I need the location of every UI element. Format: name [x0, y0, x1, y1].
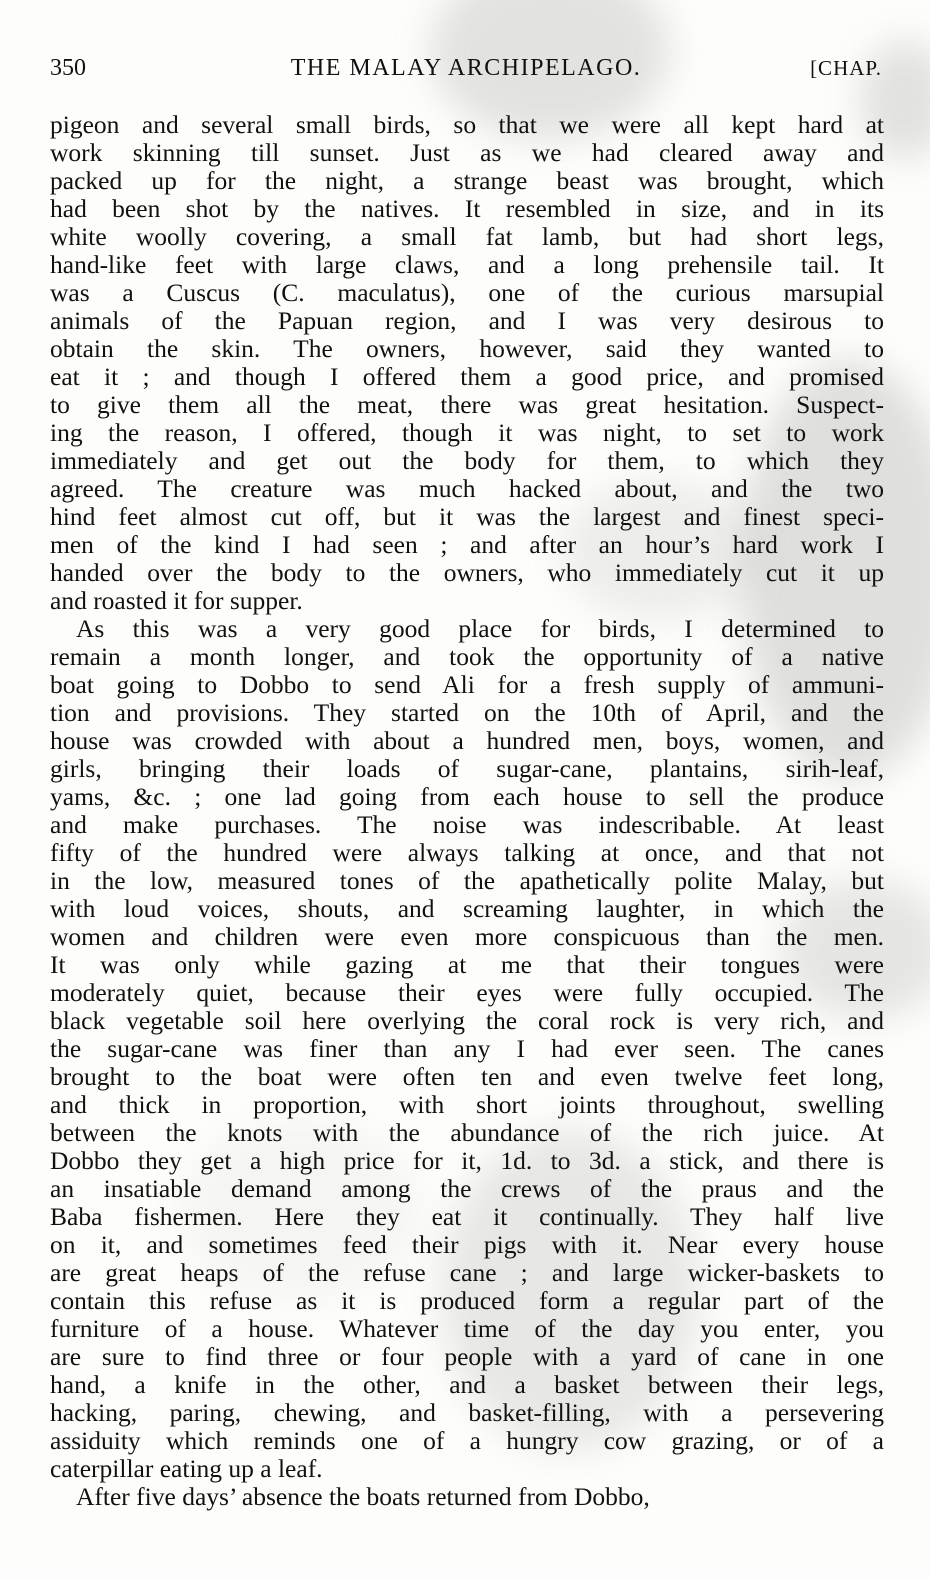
paragraph: [50, 1483, 884, 1511]
text-line: work skinning till sunset. Just as we had cleared away and: [50, 139, 884, 167]
text-line: black vegetable soil here overlying the coral rock is very rich, and: [50, 1007, 884, 1035]
text-line: furniture of a house. Whatever time of the day you enter, you: [50, 1315, 884, 1343]
text-line: boat going to Dobbo to send Ali for a fresh supply of ammuni-: [50, 671, 884, 699]
paragraph: [50, 111, 884, 615]
text-line: immediately and get out the body for them, to which they: [50, 447, 884, 475]
text-line: white woolly covering, a small fat lamb, but had short legs,: [50, 223, 884, 251]
text-line: house was crowded with about a hundred men, boys, women, and: [50, 727, 884, 755]
text-line: moderately quiet, because their eyes were fully occupied. The: [50, 979, 884, 1007]
text-line: After five days’ absence the boats returned from Dobbo,: [76, 1483, 650, 1511]
text-line: remain a month longer, and took the opportunity of a native: [50, 643, 884, 671]
text-line: are great heaps of the refuse cane ; and large wicker-baskets to: [50, 1259, 884, 1287]
text-line: Baba fishermen. Here they eat it continually. They half live: [50, 1203, 884, 1231]
text-line: It was only while gazing at me that their tongues were: [50, 951, 884, 979]
text-line: an insatiable demand among the crews of the praus and the: [50, 1175, 884, 1203]
text-line: are sure to find three or four people with a yard of cane in one: [50, 1343, 884, 1371]
text-line: As this was a very good place for birds, I determined to: [76, 615, 884, 643]
text-line: caterpillar eating up a leaf.: [50, 1455, 323, 1483]
text-line: had been shot by the natives. It resembled in size, and in its: [50, 195, 884, 223]
paragraph: [50, 615, 884, 1483]
text-line: hacking, paring, chewing, and basket-filling, with a persevering: [50, 1399, 884, 1427]
text-line: between the knots with the abundance of the rich juice. At: [50, 1119, 884, 1147]
page-header: [50, 50, 882, 86]
text-line: the sugar-cane was finer than any I had ever seen. The canes: [50, 1035, 884, 1063]
chapter-marker: [CHAP.: [810, 56, 882, 80]
running-title: THE MALAY ARCHIPELAGO.: [290, 55, 642, 81]
text-line: obtain the skin. The owners, however, said they wanted to: [50, 335, 884, 363]
text-line: animals of the Papuan region, and I was very desirous to: [50, 307, 884, 335]
text-line: to give them all the meat, there was great hesitation. Suspect-: [50, 391, 884, 419]
text-line: hind feet almost cut off, but it was the largest and finest speci-: [50, 503, 884, 531]
text-line: brought to the boat were often ten and even twelve feet long,: [50, 1063, 884, 1091]
text-line: tion and provisions. They started on the 10th of April, and the: [50, 699, 884, 727]
text-line: hand-like feet with large claws, and a long prehensile tail. It: [50, 251, 884, 279]
text-line: girls, bringing their loads of sugar-cane, plantains, sirih-leaf,: [50, 755, 884, 783]
text-line: and thick in proportion, with short joints throughout, swelling: [50, 1091, 884, 1119]
text-line: men of the kind I had seen ; and after an hour’s hard work I: [50, 531, 884, 559]
text-line: women and children were even more conspicuous than the men.: [50, 923, 884, 951]
text-line: was a Cuscus (C. maculatus), one of the curious marsupial: [50, 279, 884, 307]
text-line: pigeon and several small birds, so that we were all kept hard at: [50, 111, 884, 139]
text-line: ing the reason, I offered, though it was night, to set to work: [50, 419, 884, 447]
text-line: packed up for the night, a strange beast was brought, which: [50, 167, 884, 195]
page-number: 350: [50, 55, 86, 81]
text-line: assiduity which reminds one of a hungry cow grazing, or of a: [50, 1427, 884, 1455]
text-line: hand, a knife in the other, and a basket between their legs,: [50, 1371, 884, 1399]
text-line: yams, &c. ; one lad going from each house to sell the produce: [50, 783, 884, 811]
text-line: and roasted it for supper.: [50, 587, 303, 615]
text-line: eat it ; and though I offered them a good price, and promised: [50, 363, 884, 391]
text-line: with loud voices, shouts, and screaming laughter, in which the: [50, 895, 884, 923]
text-line: on it, and sometimes feed their pigs with it. Near every house: [50, 1231, 884, 1259]
text-line: contain this refuse as it is produced form a regular part of the: [50, 1287, 884, 1315]
text-line: and make purchases. The noise was indescribable. At least: [50, 811, 884, 839]
text-line: agreed. The creature was much hacked about, and the two: [50, 475, 884, 503]
body-text: [50, 111, 884, 1511]
text-line: in the low, measured tones of the apathetically polite Malay, but: [50, 867, 884, 895]
text-line: handed over the body to the owners, who immediately cut it up: [50, 559, 884, 587]
text-line: Dobbo they get a high price for it, 1d. to 3d. a stick, and there is: [50, 1147, 884, 1175]
text-line: fifty of the hundred were always talking at once, and that not: [50, 839, 884, 867]
